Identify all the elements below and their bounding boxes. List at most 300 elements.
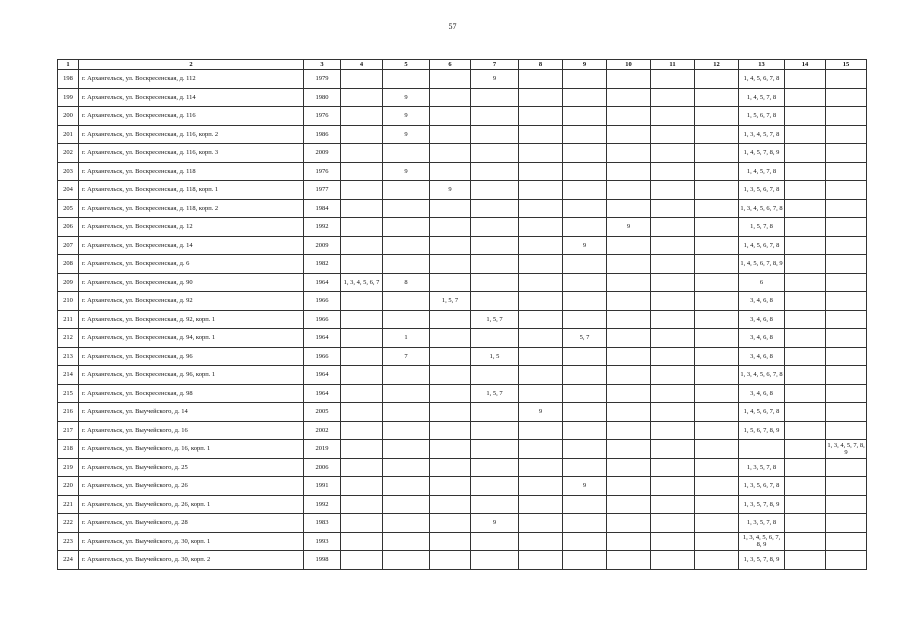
address-cell: г. Архангельск, ул. Воскресенская, д. 96, корп. 1 xyxy=(79,366,304,385)
value-cell xyxy=(826,236,867,255)
value-cell xyxy=(651,477,695,496)
table-row xyxy=(58,514,867,533)
value-cell xyxy=(607,199,651,218)
row-number-cell: 199 xyxy=(58,88,79,107)
value-cell xyxy=(607,255,651,274)
value-cell xyxy=(563,458,607,477)
value-cell xyxy=(607,458,651,477)
value-cell xyxy=(651,403,695,422)
value-cell xyxy=(651,218,695,237)
value-cell xyxy=(430,273,471,292)
value-cell xyxy=(341,384,383,403)
value-cell xyxy=(695,329,739,348)
value-cell xyxy=(607,514,651,533)
value-cell xyxy=(826,162,867,181)
value-cell xyxy=(341,403,383,422)
value-cell xyxy=(695,532,739,551)
value-cell xyxy=(785,440,826,459)
value-cell xyxy=(739,440,785,459)
value-cell xyxy=(651,421,695,440)
value-cell xyxy=(563,162,607,181)
value-cell: 1, 3, 4, 5, 6, 7, 8 xyxy=(739,366,785,385)
address-cell: г. Архангельск, ул. Воскресенская, д. 92, корп. 1 xyxy=(79,310,304,329)
address-cell: г. Архангельск, ул. Воскресенская, д. 114 xyxy=(79,88,304,107)
value-cell xyxy=(563,495,607,514)
value-cell: 1, 3, 4, 5, 7, 8, 9 xyxy=(826,440,867,459)
address-cell: г. Архангельск, ул. Воскресенская, д. 90 xyxy=(79,273,304,292)
value-cell xyxy=(471,255,519,274)
value-cell xyxy=(430,310,471,329)
column-header: 9 xyxy=(563,60,607,70)
value-cell xyxy=(826,218,867,237)
value-cell xyxy=(471,218,519,237)
value-cell: 1, 5, 7, 8 xyxy=(739,218,785,237)
value-cell: 1, 4, 5, 6, 7, 8 xyxy=(739,403,785,422)
value-cell xyxy=(563,199,607,218)
value-cell xyxy=(826,107,867,126)
year-cell: 2002 xyxy=(304,421,341,440)
value-cell xyxy=(607,70,651,89)
table-row xyxy=(58,107,867,126)
value-cell xyxy=(651,551,695,570)
value-cell xyxy=(607,477,651,496)
table-row xyxy=(58,236,867,255)
value-cell xyxy=(826,144,867,163)
value-cell xyxy=(519,255,563,274)
value-cell xyxy=(341,347,383,366)
value-cell xyxy=(519,532,563,551)
row-number-cell: 212 xyxy=(58,329,79,348)
value-cell xyxy=(785,495,826,514)
value-cell: 1, 3, 5, 7, 8 xyxy=(739,514,785,533)
value-cell xyxy=(471,144,519,163)
value-cell xyxy=(471,551,519,570)
value-cell xyxy=(519,292,563,311)
value-cell xyxy=(563,384,607,403)
value-cell xyxy=(471,292,519,311)
value-cell xyxy=(695,551,739,570)
value-cell xyxy=(563,107,607,126)
value-cell xyxy=(785,162,826,181)
value-cell xyxy=(519,551,563,570)
value-cell xyxy=(607,310,651,329)
value-cell: 9 xyxy=(383,125,430,144)
column-header: 11 xyxy=(651,60,695,70)
value-cell xyxy=(383,403,430,422)
address-cell: г. Архангельск, ул. Выучейского, д. 26 xyxy=(79,477,304,496)
value-cell xyxy=(563,70,607,89)
value-cell xyxy=(341,199,383,218)
value-cell xyxy=(471,273,519,292)
address-cell: г. Архангельск, ул. Воскресенская, д. 92 xyxy=(79,292,304,311)
value-cell xyxy=(341,125,383,144)
value-cell xyxy=(471,532,519,551)
value-cell xyxy=(383,236,430,255)
value-cell xyxy=(383,440,430,459)
value-cell xyxy=(341,144,383,163)
value-cell: 1, 5, 7 xyxy=(471,310,519,329)
table-row xyxy=(58,292,867,311)
value-cell xyxy=(430,144,471,163)
value-cell: 1, 3, 5, 6, 7, 8 xyxy=(739,181,785,200)
header-row xyxy=(58,60,867,70)
value-cell: 1, 5, 7 xyxy=(430,292,471,311)
address-cell: г. Архангельск, ул. Воскресенская, д. 94, корп. 1 xyxy=(79,329,304,348)
column-header: 15 xyxy=(826,60,867,70)
value-cell: 1, 3, 5, 7, 8 xyxy=(739,458,785,477)
value-cell xyxy=(519,421,563,440)
value-cell xyxy=(341,292,383,311)
value-cell xyxy=(695,495,739,514)
value-cell xyxy=(651,292,695,311)
value-cell xyxy=(651,329,695,348)
value-cell xyxy=(651,144,695,163)
table-row xyxy=(58,255,867,274)
value-cell: 1, 3, 4, 5, 6, 7, 8 xyxy=(739,199,785,218)
value-cell xyxy=(651,236,695,255)
value-cell xyxy=(826,310,867,329)
value-cell xyxy=(695,477,739,496)
value-cell: 9 xyxy=(430,181,471,200)
value-cell xyxy=(826,88,867,107)
value-cell xyxy=(695,347,739,366)
value-cell xyxy=(695,421,739,440)
value-cell xyxy=(695,310,739,329)
value-cell xyxy=(430,384,471,403)
value-cell xyxy=(430,532,471,551)
year-cell: 1983 xyxy=(304,514,341,533)
value-cell xyxy=(519,107,563,126)
value-cell xyxy=(430,366,471,385)
value-cell xyxy=(607,440,651,459)
year-cell: 1986 xyxy=(304,125,341,144)
value-cell xyxy=(383,384,430,403)
row-number-cell: 207 xyxy=(58,236,79,255)
value-cell xyxy=(471,199,519,218)
value-cell xyxy=(383,366,430,385)
table-row xyxy=(58,125,867,144)
address-cell: г. Архангельск, ул. Воскресенская, д. 116 xyxy=(79,107,304,126)
value-cell xyxy=(563,551,607,570)
value-cell: 1, 3, 5, 6, 7, 8 xyxy=(739,477,785,496)
value-cell xyxy=(695,236,739,255)
value-cell xyxy=(519,440,563,459)
value-cell xyxy=(341,255,383,274)
value-cell xyxy=(651,162,695,181)
value-cell xyxy=(519,477,563,496)
value-cell xyxy=(607,347,651,366)
value-cell xyxy=(383,532,430,551)
value-cell xyxy=(383,218,430,237)
value-cell xyxy=(430,88,471,107)
value-cell: 3, 4, 6, 8 xyxy=(739,347,785,366)
value-cell xyxy=(563,181,607,200)
year-cell: 1979 xyxy=(304,70,341,89)
value-cell xyxy=(430,125,471,144)
table-row xyxy=(58,347,867,366)
value-cell xyxy=(471,162,519,181)
value-cell xyxy=(563,292,607,311)
value-cell xyxy=(826,199,867,218)
value-cell xyxy=(471,366,519,385)
value-cell xyxy=(341,458,383,477)
value-cell xyxy=(826,292,867,311)
value-cell xyxy=(826,403,867,422)
value-cell xyxy=(471,495,519,514)
value-cell xyxy=(471,477,519,496)
value-cell xyxy=(695,88,739,107)
row-number-cell: 220 xyxy=(58,477,79,496)
value-cell xyxy=(341,70,383,89)
row-number-cell: 201 xyxy=(58,125,79,144)
address-cell: г. Архангельск, ул. Выучейского, д. 16 xyxy=(79,421,304,440)
value-cell xyxy=(785,88,826,107)
value-cell xyxy=(430,199,471,218)
value-cell xyxy=(430,421,471,440)
value-cell xyxy=(563,514,607,533)
value-cell xyxy=(471,181,519,200)
value-cell xyxy=(607,384,651,403)
value-cell xyxy=(651,440,695,459)
value-cell xyxy=(826,495,867,514)
value-cell xyxy=(785,477,826,496)
value-cell: 3, 4, 6, 8 xyxy=(739,384,785,403)
value-cell xyxy=(651,107,695,126)
year-cell: 1993 xyxy=(304,532,341,551)
value-cell xyxy=(785,144,826,163)
table-row xyxy=(58,329,867,348)
value-cell xyxy=(430,347,471,366)
table-row xyxy=(58,273,867,292)
value-cell xyxy=(695,125,739,144)
value-cell xyxy=(607,532,651,551)
address-cell: г. Архангельск, ул. Выучейского, д. 16, корп. 1 xyxy=(79,440,304,459)
value-cell xyxy=(341,514,383,533)
value-cell xyxy=(341,310,383,329)
value-cell xyxy=(563,366,607,385)
value-cell xyxy=(695,162,739,181)
value-cell: 9 xyxy=(563,477,607,496)
value-cell xyxy=(383,310,430,329)
value-cell xyxy=(695,255,739,274)
row-number-cell: 216 xyxy=(58,403,79,422)
value-cell xyxy=(785,329,826,348)
value-cell xyxy=(563,88,607,107)
value-cell: 1, 5, 6, 7, 8, 9 xyxy=(739,421,785,440)
value-cell xyxy=(430,70,471,89)
row-number-cell: 208 xyxy=(58,255,79,274)
value-cell xyxy=(341,477,383,496)
table-row xyxy=(58,88,867,107)
address-cell: г. Архангельск, ул. Выучейского, д. 26, корп. 1 xyxy=(79,495,304,514)
value-cell xyxy=(563,255,607,274)
value-cell xyxy=(341,532,383,551)
year-cell: 1966 xyxy=(304,310,341,329)
value-cell xyxy=(785,292,826,311)
row-number-cell: 202 xyxy=(58,144,79,163)
year-cell: 1964 xyxy=(304,329,341,348)
value-cell xyxy=(519,236,563,255)
value-cell xyxy=(785,514,826,533)
column-header: 6 xyxy=(430,60,471,70)
table-row xyxy=(58,421,867,440)
value-cell: 1, 3, 5, 7, 8, 9 xyxy=(739,495,785,514)
row-number-cell: 221 xyxy=(58,495,79,514)
value-cell xyxy=(563,421,607,440)
year-cell: 2009 xyxy=(304,236,341,255)
value-cell xyxy=(651,458,695,477)
table-row xyxy=(58,495,867,514)
value-cell: 1, 4, 5, 6, 7, 8 xyxy=(739,70,785,89)
value-cell xyxy=(341,162,383,181)
year-cell: 1982 xyxy=(304,255,341,274)
value-cell xyxy=(785,181,826,200)
value-cell xyxy=(471,125,519,144)
value-cell xyxy=(785,384,826,403)
row-number-cell: 206 xyxy=(58,218,79,237)
year-cell: 1992 xyxy=(304,495,341,514)
value-cell xyxy=(695,273,739,292)
value-cell xyxy=(341,218,383,237)
value-cell xyxy=(785,273,826,292)
value-cell xyxy=(651,125,695,144)
year-cell: 2006 xyxy=(304,458,341,477)
value-cell xyxy=(430,477,471,496)
value-cell xyxy=(826,514,867,533)
value-cell xyxy=(695,366,739,385)
value-cell: 1, 3, 4, 5, 7, 8 xyxy=(739,125,785,144)
value-cell xyxy=(471,329,519,348)
value-cell: 9 xyxy=(383,88,430,107)
value-cell: 3, 4, 6, 8 xyxy=(739,292,785,311)
value-cell xyxy=(826,532,867,551)
value-cell xyxy=(607,181,651,200)
value-cell xyxy=(695,107,739,126)
value-cell xyxy=(651,199,695,218)
table-row xyxy=(58,144,867,163)
value-cell xyxy=(785,236,826,255)
value-cell xyxy=(341,88,383,107)
value-cell xyxy=(826,384,867,403)
table-row xyxy=(58,181,867,200)
value-cell xyxy=(341,181,383,200)
value-cell xyxy=(563,218,607,237)
value-cell xyxy=(607,551,651,570)
value-cell xyxy=(341,236,383,255)
value-cell xyxy=(519,310,563,329)
value-cell xyxy=(785,125,826,144)
value-cell xyxy=(563,125,607,144)
column-header: 2 xyxy=(79,60,304,70)
value-cell: 5, 7 xyxy=(563,329,607,348)
address-cell: г. Архангельск, ул. Воскресенская, д. 96 xyxy=(79,347,304,366)
year-cell: 2019 xyxy=(304,440,341,459)
value-cell xyxy=(826,181,867,200)
value-cell: 1, 5, 6, 7, 8 xyxy=(739,107,785,126)
value-cell xyxy=(651,532,695,551)
column-header: 4 xyxy=(341,60,383,70)
value-cell xyxy=(695,403,739,422)
row-number-cell: 200 xyxy=(58,107,79,126)
year-cell: 1964 xyxy=(304,384,341,403)
address-cell: г. Архангельск, ул. Воскресенская, д. 6 xyxy=(79,255,304,274)
value-cell xyxy=(785,421,826,440)
column-header: 1 xyxy=(58,60,79,70)
value-cell xyxy=(695,70,739,89)
year-cell: 1964 xyxy=(304,273,341,292)
year-cell: 1984 xyxy=(304,199,341,218)
value-cell: 1, 5, 7 xyxy=(471,384,519,403)
value-cell xyxy=(383,255,430,274)
value-cell xyxy=(430,403,471,422)
value-cell xyxy=(651,514,695,533)
column-header: 7 xyxy=(471,60,519,70)
value-cell xyxy=(651,181,695,200)
row-number-cell: 218 xyxy=(58,440,79,459)
column-header: 3 xyxy=(304,60,341,70)
address-cell: г. Архангельск, ул. Воскресенская, д. 118, корп. 1 xyxy=(79,181,304,200)
address-cell: г. Архангельск, ул. Выучейского, д. 30, корп. 1 xyxy=(79,532,304,551)
value-cell xyxy=(651,255,695,274)
value-cell xyxy=(826,551,867,570)
value-cell: 9 xyxy=(563,236,607,255)
value-cell xyxy=(607,421,651,440)
value-cell xyxy=(430,329,471,348)
table-row xyxy=(58,218,867,237)
value-cell xyxy=(430,440,471,459)
value-cell xyxy=(519,347,563,366)
value-cell xyxy=(383,70,430,89)
value-cell xyxy=(519,88,563,107)
value-cell xyxy=(651,88,695,107)
table-row xyxy=(58,551,867,570)
value-cell xyxy=(471,107,519,126)
value-cell: 1, 4, 5, 7, 8 xyxy=(739,162,785,181)
value-cell xyxy=(383,181,430,200)
year-cell: 1998 xyxy=(304,551,341,570)
value-cell: 1, 3, 4, 5, 6, 7 xyxy=(341,273,383,292)
address-cell: г. Архангельск, ул. Воскресенская, д. 98 xyxy=(79,384,304,403)
address-cell: г. Архангельск, ул. Выучейского, д. 28 xyxy=(79,514,304,533)
row-number-cell: 223 xyxy=(58,532,79,551)
row-number-cell: 210 xyxy=(58,292,79,311)
value-cell xyxy=(826,421,867,440)
value-cell xyxy=(519,366,563,385)
value-cell: 3, 4, 6, 8 xyxy=(739,329,785,348)
value-cell xyxy=(826,366,867,385)
value-cell xyxy=(341,107,383,126)
table-row xyxy=(58,458,867,477)
value-cell xyxy=(341,421,383,440)
column-header: 10 xyxy=(607,60,651,70)
value-cell xyxy=(651,495,695,514)
value-cell xyxy=(785,403,826,422)
value-cell xyxy=(383,495,430,514)
value-cell xyxy=(563,440,607,459)
value-cell: 7 xyxy=(383,347,430,366)
value-cell xyxy=(651,347,695,366)
value-cell: 3, 4, 6, 8 xyxy=(739,310,785,329)
value-cell xyxy=(695,514,739,533)
value-cell xyxy=(430,218,471,237)
table-row xyxy=(58,70,867,89)
value-cell xyxy=(607,273,651,292)
value-cell xyxy=(383,144,430,163)
value-cell xyxy=(607,107,651,126)
value-cell xyxy=(785,70,826,89)
value-cell: 9 xyxy=(519,403,563,422)
value-cell xyxy=(826,255,867,274)
